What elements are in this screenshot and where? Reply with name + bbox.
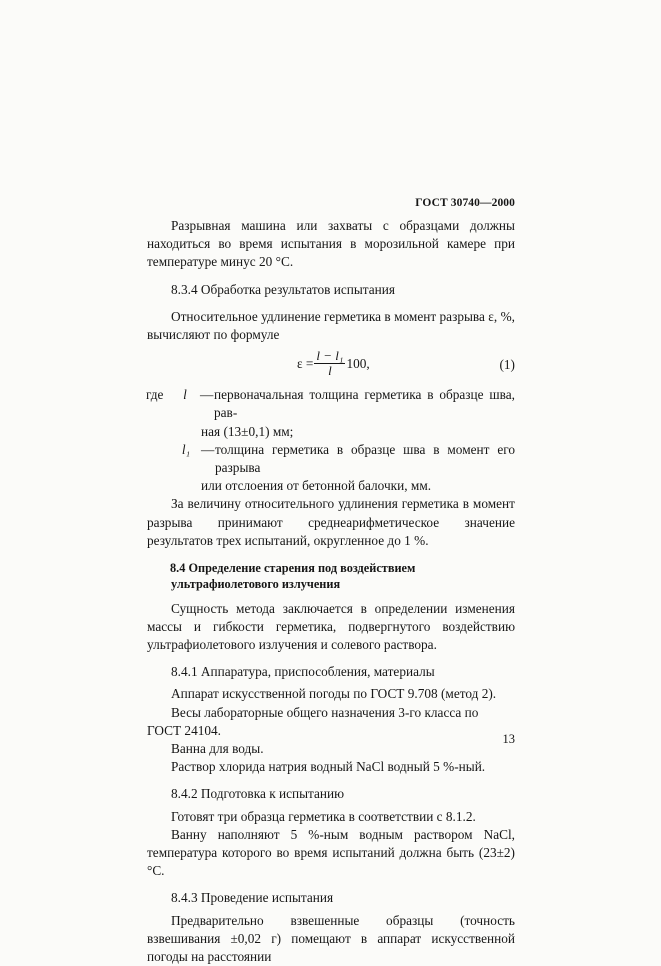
symbol-l: l: [183, 387, 187, 403]
paragraph-method-essence: Сущность метода заключается в определении изменения массы и гибкости герметика, подвергнутого воздействию ультрафиолетового излучения и солевого раствора.: [147, 600, 515, 653]
formula-1: [147, 348, 515, 382]
list-item: Аппарат искусственной погоды по ГОСТ 9.708 (метод 2).: [171, 686, 497, 702]
formula-tail: 100,: [346, 355, 370, 371]
document-page: [147, 194, 515, 966]
formula-fraction: [314, 349, 345, 378]
heading-8-4-2: 8.4.2 Подготовка к испытанию: [171, 786, 345, 802]
standard-code: ГОСТ 30740—2000: [415, 197, 515, 209]
heading-8-3-4: 8.3.4 Обработка результатов испытания: [171, 281, 396, 297]
formula-lhs: ε =: [297, 355, 314, 371]
heading-8-4: 8.4 Определение старения под воздействием ультрафиолетового излучения: [170, 561, 416, 591]
paragraph-prepare-samples: Готовят три образца герметика в соответствии с 8.1.2.: [171, 808, 476, 824]
formula-numerator: l − l₁: [316, 348, 344, 364]
formula-denominator: l: [328, 363, 332, 379]
formula-number: (1): [499, 357, 515, 373]
paragraph-procedure: Предварительно взвешенные образцы (точность взвешивания ±0,02 г) помещают в аппарат искусственной погоды на расстоянии: [147, 912, 515, 965]
list-item: Весы лабораторные общего назначения 3-го класса по ГОСТ 24104.: [147, 704, 479, 738]
page-number: 13: [502, 732, 515, 746]
l-definition-line2: ная (13±0,1) мм;: [201, 423, 294, 439]
heading-8-4-3: 8.4.3 Проведение испытания: [171, 890, 334, 906]
paragraph-result: За величину относительного удлинения герметика в момент разрыва принимают среднеарифметическое значение результатов трех испытаний, округленное до 1 %.: [147, 496, 515, 548]
paragraph-machine: Разрывная машина или захваты с образцами должны находиться во время испытания в морозильной камере при температуре минус 20 °С.: [147, 218, 515, 270]
list-item: Раствор хлорида натрия водный NaCl водный 5 %-ный.: [171, 759, 486, 775]
formula-body: [297, 349, 370, 378]
paragraph-elongation: Относительное удлинение герметика в момент разрыва ε, %, вычисляют по формуле: [147, 308, 515, 343]
l1-definition-line1: толщина герметика в образце шва в момент его разрыва: [215, 441, 515, 476]
where-block: [147, 386, 515, 495]
dash: —: [201, 441, 215, 457]
dash: —: [200, 387, 214, 403]
list-item: Ванна для воды.: [171, 741, 264, 757]
l1-definition-line2: или отслоения от бетонной балочки, мм.: [201, 478, 432, 494]
l-definition-line1: первоначальная толщина герметика в образце шва, рав-: [214, 387, 515, 421]
where-word: где: [146, 387, 164, 403]
symbol-l1: l₁: [181, 441, 191, 457]
paragraph-bath: Ванну наполняют 5 %-ным водным раствором NaCl, температура которого во время испытаний должна быть (23±2) °С.: [147, 826, 515, 879]
heading-8-4-1: 8.4.1 Аппаратура, приспособления, материалы: [171, 664, 435, 680]
